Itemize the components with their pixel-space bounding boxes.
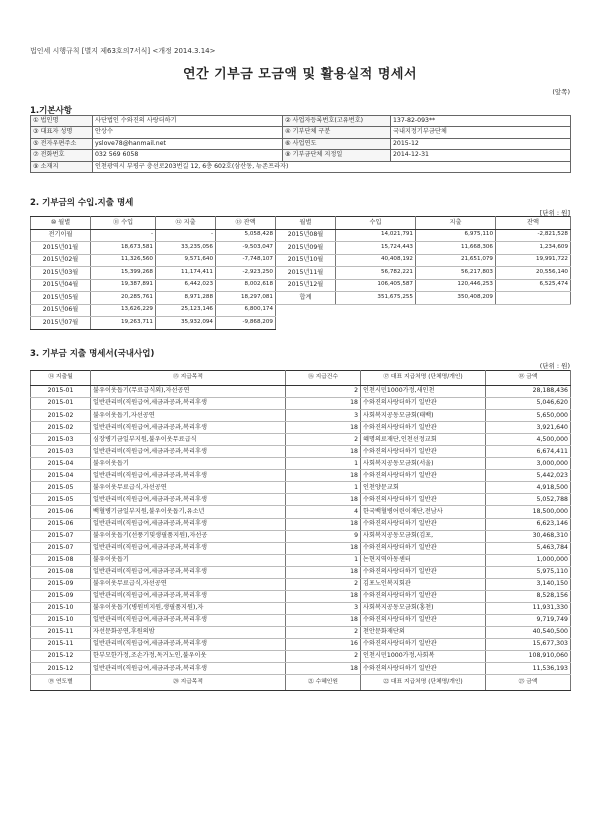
expense-amount: 6,674,411 [486,446,571,458]
month-amount: 6,975,110 [416,229,496,242]
expense-count: 3 [286,410,361,422]
expense-recipient: 혜명의료재단,인천선정교회 [361,434,486,446]
expense-footer-row [31,675,571,691]
month-label: 2015년10월 [276,254,336,267]
expense-row [31,542,571,554]
month-label: 2015년02월 [31,254,91,267]
month-amount: 8,971,288 [156,292,216,305]
expense-row [31,638,571,650]
expense-count: 16 [286,638,361,650]
expense-purpose: 일반관리비(직원급여,세금과공과,복리후생 [91,614,286,626]
month-amount: 20,285,761 [91,292,156,305]
expense-amount: 3,140,150 [486,578,571,590]
expense-recipient: 인천시민1000가정,새인천 [361,386,486,398]
month-amount [496,292,571,305]
expense-amount: 28,188,436 [486,386,571,398]
month-amount: 18,673,581 [91,242,156,255]
expense-recipient: 수와진의사랑더하기 일반관 [361,518,486,530]
expense-amount: 15,677,303 [486,638,571,650]
month-label: 2015년06월 [31,304,91,317]
expense-purpose: 일반관리비(직원급여,세금과공과,복리후생 [91,663,286,675]
expense-count: 2 [286,626,361,638]
expense-amount: 5,046,620 [486,398,571,410]
expense-amount: 9,719,749 [486,614,571,626]
expense-footer-cell: ⑳ 지급목적 [91,675,286,691]
document-title: 연간 기부금 모금액 및 활용실적 명세서 [182,67,418,82]
info-row-address [31,161,571,172]
info-label: ⑦ 전화번호 [31,150,93,161]
month-amount: 6,800,174 [216,304,276,317]
expense-row [31,434,571,446]
monthly-header-row [31,217,571,230]
month-amount: -9,503,047 [216,242,276,255]
expense-row [31,386,571,398]
expense-purpose: 일반관리비(직원급여,세금과공과,복리후생 [91,470,286,482]
month-amount: 5,058,428 [216,229,276,242]
month-amount: - [156,229,216,242]
expense-amount: 5,463,784 [486,542,571,554]
month-amount: 33,235,056 [156,242,216,255]
expense-month: 2015-10 [31,602,91,614]
month-label: 2015년12월 [276,279,336,292]
expense-row [31,470,571,482]
expense-count: 18 [286,663,361,675]
section3-unit: (단위 : 원) [539,362,570,370]
expense-amount: 4,500,000 [486,434,571,446]
expense-recipient: 사회복지공동모금회(서울) [361,458,486,470]
info-row [31,138,571,149]
expense-month: 2015-03 [31,446,91,458]
expense-count: 18 [286,422,361,434]
info-row [31,127,571,138]
month-amount: -9,868,209 [216,317,276,330]
expense-recipient: 수와진의사랑더하기 일반관 [361,494,486,506]
expense-amount: 108,910,060 [486,651,571,663]
expense-count: 1 [286,554,361,566]
expense-recipient: 수와진의사랑더하기 일반관 [361,590,486,602]
monthly-header-cell: 월별 [276,217,336,230]
expense-row [31,663,571,675]
expense-purpose: 일반관리비(직원급여,세금과공과,복리후생 [91,398,286,410]
expense-recipient: 수와진의사랑더하기 일반관 [361,470,486,482]
expense-count: 3 [286,602,361,614]
expense-recipient: 수와진의사랑더하기 일반관 [361,542,486,554]
expense-recipient: 천안문화재단외 [361,626,486,638]
month-amount: 11,326,560 [91,254,156,267]
expense-count: 2 [286,578,361,590]
expense-month: 2015-03 [31,434,91,446]
expense-month: 2015-12 [31,651,91,663]
expense-recipient: 논현지역아동센터 [361,554,486,566]
month-amount: 8,002,618 [216,279,276,292]
info-label: ⑤ 전자우편주소 [31,138,93,149]
month-amount: 13,626,229 [91,304,156,317]
expense-row [31,651,571,663]
monthly-header-cell: 수입 [336,217,416,230]
expense-purpose: 일반관리비(직원급여,세금과공과,복리후생 [91,446,286,458]
info-value: 안상수 [93,127,283,138]
info-value: 032 569 6058 [93,150,283,161]
expense-footer-cell: ㉑ 수혜인원 [286,675,361,691]
month-amount: 19,263,711 [91,317,156,330]
basic-info-table [30,115,571,173]
month-label: 2015년11월 [276,267,336,280]
month-amount: -2,923,250 [216,267,276,280]
address-label: ⑨ 소재지 [31,161,93,172]
expense-row [31,578,571,590]
expense-purpose: 불우이웃돕기 [91,554,286,566]
expense-purpose: 자선문화공연,후원의밤 [91,626,286,638]
expense-header-cell: ⑮ 지급목적 [91,371,286,386]
expense-footer-cell: ㉓ 금액 [486,675,571,691]
expense-purpose: 일반관리비(직원급여,세금과공과,복리후생 [91,494,286,506]
expense-count: 18 [286,590,361,602]
expense-month: 2015-07 [31,530,91,542]
info-value: 국내지정기부금단체 [391,127,571,138]
expense-month: 2015-11 [31,626,91,638]
month-amount: 20,556,140 [496,267,571,280]
month-amount: 11,174,411 [156,267,216,280]
expense-recipient: 사회복지공동모금회(태백) [361,410,486,422]
expense-count: 18 [286,518,361,530]
expense-recipient: 수와진의사랑더하기 일반관 [361,663,486,675]
monthly-header-cell: ⑪ 수입 [91,217,156,230]
month-amount: 9,571,640 [156,254,216,267]
month-amount: 21,651,079 [416,254,496,267]
monthly-row [31,279,571,292]
expense-purpose: 심장병기금일부지원,불우이웃무료급식 [91,434,286,446]
section1-heading: 1.기본사항 [30,106,72,116]
expense-row [31,398,571,410]
expense-month: 2015-01 [31,398,91,410]
expense-amount: 6,623,146 [486,518,571,530]
expense-count: 2 [286,651,361,663]
expense-row [31,518,571,530]
expense-amount: 4,918,500 [486,482,571,494]
expense-month: 2015-09 [31,590,91,602]
info-value: 사단법인 수와진의 사랑더하기 [93,116,283,127]
expense-purpose: 일반관리비(직원급여,세금과공과,복리후생 [91,518,286,530]
month-label: 전기이월 [31,229,91,242]
expense-footer-cell: ㉒ 대표 지급처명 (단체명/개인) [361,675,486,691]
month-amount: -7,748,107 [216,254,276,267]
month-label: 2015년05월 [31,292,91,305]
expense-row [31,626,571,638]
expense-month: 2015-08 [31,554,91,566]
expense-month: 2015-09 [31,578,91,590]
expense-purpose: 불우이웃무료급식,자선공연 [91,578,286,590]
month-amount: 25,123,146 [156,304,216,317]
info-label: ② 사업자등록번호(고유번호) [283,116,391,127]
expense-month: 2015-07 [31,542,91,554]
expense-count: 9 [286,530,361,542]
month-amount: 19,991,722 [496,254,571,267]
expense-footer-cell: ⑲ 연도별 [31,675,91,691]
expense-recipient: 사회복지공동모금회(김포, [361,530,486,542]
month-amount: 1,234,609 [496,242,571,255]
expense-row [31,602,571,614]
monthly-header-cell: ⑫ 지출 [156,217,216,230]
monthly-row [31,254,571,267]
expense-amount: 5,975,110 [486,566,571,578]
monthly-row [31,304,571,317]
expense-count: 18 [286,470,361,482]
expense-header-cell: ⑭ 지출월 [31,371,91,386]
expense-month: 2015-04 [31,470,91,482]
expense-row [31,530,571,542]
expense-row [31,566,571,578]
monthly-header-cell: 지출 [416,217,496,230]
expense-purpose: 일반관리비(직원급여,세금과공과,복리후생 [91,566,286,578]
section2-heading: 2. 기부금의 수입.지출 명세 [30,198,134,208]
expense-amount: 5,650,000 [486,410,571,422]
expense-purpose: 일반관리비(직원급여,세금과공과,복리후생 [91,542,286,554]
expense-recipient: 인천양문교회 [361,482,486,494]
expense-purpose: 불우이웃돕기(선풍기및생필품지원),자선공 [91,530,286,542]
monthly-row [31,229,571,242]
expense-month: 2015-08 [31,566,91,578]
month-amount: 11,668,306 [416,242,496,255]
expense-month: 2015-05 [31,482,91,494]
section2-unit: [단위 : 원] [539,209,570,217]
expense-purpose: 일반관리비(직원급여,세금과공과,복리후생 [91,590,286,602]
expense-row [31,614,571,626]
month-label: 2015년04월 [31,279,91,292]
expense-amount: 8,528,156 [486,590,571,602]
month-amount: 350,408,209 [416,292,496,305]
expense-month: 2015-02 [31,410,91,422]
expense-row [31,590,571,602]
month-amount: 56,217,803 [416,267,496,280]
month-amount: 6,442,023 [156,279,216,292]
expense-amount: 11,536,193 [486,663,571,675]
expense-amount: 1,000,000 [486,554,571,566]
expense-count: 2 [286,386,361,398]
expense-row [31,482,571,494]
front-side-label: (앞쪽) [552,88,570,96]
month-amount: 6,525,474 [496,279,571,292]
expense-recipient: 수와진의사랑더하기 일반관 [361,398,486,410]
monthly-row [31,242,571,255]
month-amount: -2,821,528 [496,229,571,242]
expense-count: 18 [286,542,361,554]
expense-row [31,506,571,518]
expense-row [31,494,571,506]
month-amount: 18,297,081 [216,292,276,305]
expense-amount: 18,500,000 [486,506,571,518]
month-label: 합계 [276,292,336,305]
expense-row [31,410,571,422]
expense-month: 2015-05 [31,494,91,506]
expense-amount: 5,052,788 [486,494,571,506]
expense-count: 18 [286,566,361,578]
expense-count: 18 [286,446,361,458]
info-value: 2015-12 [391,138,571,149]
expense-purpose: 불우이웃돕기(병원비지원,생필품지원),자 [91,602,286,614]
expense-month: 2015-12 [31,663,91,675]
expense-amount: 30,468,310 [486,530,571,542]
info-value: 2014-12-31 [391,150,571,161]
month-label: 2015년09월 [276,242,336,255]
expense-month: 2015-10 [31,614,91,626]
expense-header-cell: ⑱ 금액 [486,371,571,386]
monthly-header-cell: ⑬ 잔액 [216,217,276,230]
expense-header-cell: ⑰ 대표 지급처명 (단체명/개인) [361,371,486,386]
expense-amount: 5,442,023 [486,470,571,482]
expense-recipient: 수와진의사랑더하기 일반관 [361,638,486,650]
month-amount: 19,387,891 [91,279,156,292]
expense-month: 2015-11 [31,638,91,650]
expense-row [31,422,571,434]
expense-count: 18 [286,494,361,506]
expense-purpose: 불우이웃무료급식,자선공연 [91,482,286,494]
month-amount: - [91,229,156,242]
expense-purpose: 백혈병기금일부지원,불우이웃돕기,유소년 [91,506,286,518]
month-amount: 15,724,443 [336,242,416,255]
expense-amount: 40,540,500 [486,626,571,638]
monthly-table [30,216,571,330]
expense-count: 4 [286,506,361,518]
law-reference: 법인세 시행규칙 [별지 제63호의7서식] <개정 2014.3.14> [30,47,216,55]
section3-heading: 3. 기부금 지출 명세서(국내사업) [30,349,155,359]
expense-purpose: 불우이웃돕기 [91,458,286,470]
month-amount: 35,932,094 [156,317,216,330]
monthly-header-cell: ⑩ 월별 [31,217,91,230]
month-label: 2015년08월 [276,229,336,242]
month-label: 2015년01월 [31,242,91,255]
expense-amount: 11,931,330 [486,602,571,614]
expense-month: 2015-06 [31,518,91,530]
month-label: 2015년07월 [31,317,91,330]
info-label: ⑧ 기부금단체 지정일 [283,150,391,161]
expense-month: 2015-06 [31,506,91,518]
info-label: ① 법인명 [31,116,93,127]
info-row [31,150,571,161]
expense-header-cell: ⑯ 지급건수 [286,371,361,386]
expense-month: 2015-01 [31,386,91,398]
address-value: 인천광역시 부평구 충선로203번길 12, 6층 602호(삼산동, 뉴존프라자) [93,161,571,172]
expense-recipient: 사회복지공동모금회(홍천) [361,602,486,614]
expense-purpose: 한부모한가정,조손가정,독거노인,불우이웃 [91,651,286,663]
expense-recipient: 수와진의사랑더하기 일반관 [361,446,486,458]
monthly-header-cell: 잔액 [496,217,571,230]
expense-purpose: 불우이웃돕기,자선공연 [91,410,286,422]
expense-recipient: 한국백혈병어린이재단,전남사 [361,506,486,518]
monthly-row [31,267,571,280]
month-amount: 40,408,192 [336,254,416,267]
info-value: yslove78@hanmail.net [93,138,283,149]
month-amount: 120,446,253 [416,279,496,292]
info-label: ⑥ 사업연도 [283,138,391,149]
expense-count: 18 [286,398,361,410]
month-amount: 351,675,255 [336,292,416,305]
info-value: 137-82-093** [391,116,571,127]
month-amount: 14,021,791 [336,229,416,242]
expense-purpose: 일반관리비(직원급여,세금과공과,복리후생 [91,638,286,650]
month-amount: 106,405,587 [336,279,416,292]
monthly-row [31,317,571,330]
month-amount: 15,399,268 [91,267,156,280]
expense-recipient: 수와진의사랑더하기 일반관 [361,422,486,434]
expense-count: 1 [286,458,361,470]
expense-recipient: 인천시민1000가정,사회복 [361,651,486,663]
expense-table [30,370,571,691]
monthly-row [31,292,571,305]
month-label: 2015년03월 [31,267,91,280]
expense-month: 2015-04 [31,458,91,470]
expense-recipient: 김포노인복지회관 [361,578,486,590]
expense-purpose: 일반관리비(직원급여,세금과공과,복리후생 [91,422,286,434]
expense-row [31,554,571,566]
expense-month: 2015-02 [31,422,91,434]
expense-row [31,446,571,458]
expense-count: 1 [286,482,361,494]
month-amount: 56,782,221 [336,267,416,280]
expense-recipient: 수와진의사랑더하기 일반관 [361,614,486,626]
expense-amount: 3,921,640 [486,422,571,434]
info-row [31,116,571,127]
expense-row [31,458,571,470]
info-label: ③ 대표자 성명 [31,127,93,138]
info-label: ④ 기부단체 구분 [283,127,391,138]
expense-recipient: 수와진의사랑더하기 일반관 [361,566,486,578]
expense-header-row [31,371,571,386]
expense-amount: 3,000,000 [486,458,571,470]
expense-count: 2 [286,434,361,446]
expense-purpose: 불우이웃돕기(무료급식외),자선공연 [91,386,286,398]
expense-count: 18 [286,614,361,626]
